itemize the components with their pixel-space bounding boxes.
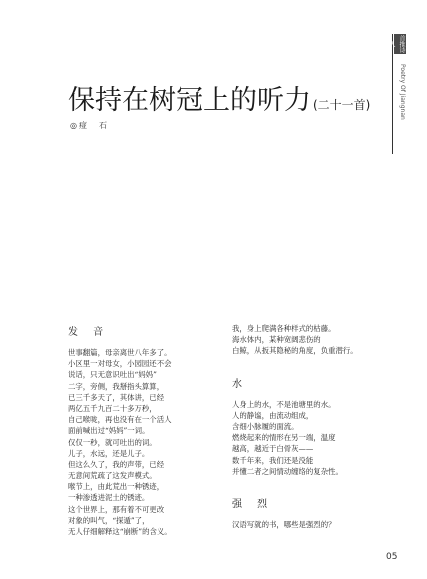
poem-line: 面前喊出过“妈妈”一词。 — [68, 426, 150, 436]
poem-line: 已三千多天了，其体讲，已经 — [68, 392, 165, 402]
poem-line: 人的静谧，由流动组成， — [232, 410, 314, 420]
poem-line: 无人仔细解释这“崩断”的含义。 — [68, 527, 172, 536]
poem-line: 数千年来，我们还是没能 — [232, 455, 314, 465]
poem-body-qiang-lie — [232, 519, 372, 530]
poem-line: 说话，只无意识吐出“妈妈” — [68, 370, 157, 380]
poem-line: 汉语写就的书，哪些是强烈的？ — [232, 519, 336, 529]
poem-body-shui — [232, 399, 372, 477]
poem-line: 世事翻篇，母亲离世八年多了。 — [68, 348, 172, 357]
poem-line: 两亿五千九百二十多万秒， — [68, 403, 157, 413]
poem-line: 小区里一对母女，小园园还不会 — [68, 359, 172, 369]
poem-line: 海水体内，某种宽阔悲伤的 — [232, 335, 321, 345]
page-number: 05 — [386, 552, 398, 562]
poem-line: 这个世界上，那有着不可更改 — [68, 504, 165, 514]
poem-line: 我，身上爬满各种样式的枯藤。 — [232, 324, 336, 333]
section-english-label: Poetry Of Jiangnan — [399, 64, 406, 120]
poem-line: 人身上的水，不是池塘里的水。 — [232, 399, 336, 409]
poem-line: 儿子，水远，还是儿子。 — [68, 448, 150, 458]
poem-line: 并懂二者之间情动缠络的复杂性。 — [232, 466, 343, 476]
poem-line: 越高，越近于白骨灰—— — [232, 444, 314, 454]
left-column — [68, 323, 208, 537]
section-gap — [232, 477, 372, 495]
title-main: 保持在树冠上的听力 — [68, 85, 311, 116]
poem-line: 燃烧起来的情形在另一端，温度 — [232, 433, 336, 443]
poem-title-shui: 水 — [232, 378, 248, 390]
poem-title-fa-yin: 发 音 — [68, 327, 110, 338]
page-title — [68, 78, 370, 117]
author-byline: ◎痖 石 — [70, 121, 109, 130]
section-tag: 首推诗人 — [388, 35, 405, 53]
poem-line: 自己喉咙，再也没有在一个活人 — [68, 415, 172, 425]
poem-line: 二字，旁侧，我掰指头算算， — [68, 381, 165, 391]
title-subtitle: (二十一首) — [313, 98, 371, 112]
poem-title-qiang-lie: 强 烈 — [232, 498, 274, 510]
poem-line: 对象的叫气，“探遁”了， — [68, 515, 150, 525]
poem-body-fa-yin — [68, 347, 208, 537]
poem-line: 含细小脉履的面流。 — [232, 421, 299, 431]
poem-line: 无意间荒疏了这发声模式。 — [68, 471, 157, 481]
side-divider — [392, 34, 393, 154]
right-column — [232, 323, 372, 530]
section-gap — [232, 357, 372, 375]
poem-line: 仅仅一秒，就可吐出的词。 — [68, 437, 157, 447]
poem-line: 喉节上，由此荒出一种锈迹， — [68, 482, 165, 492]
poem-line: 白鲸，从扳其隐秘的角度，负重潜行。 — [232, 346, 358, 356]
poem-body-fa-yin-continued — [232, 323, 372, 357]
poem-line: 一种渗透进泥土的锈迹。 — [68, 493, 150, 503]
poem-line: 但这么久了，我的声带，已经 — [68, 459, 165, 469]
